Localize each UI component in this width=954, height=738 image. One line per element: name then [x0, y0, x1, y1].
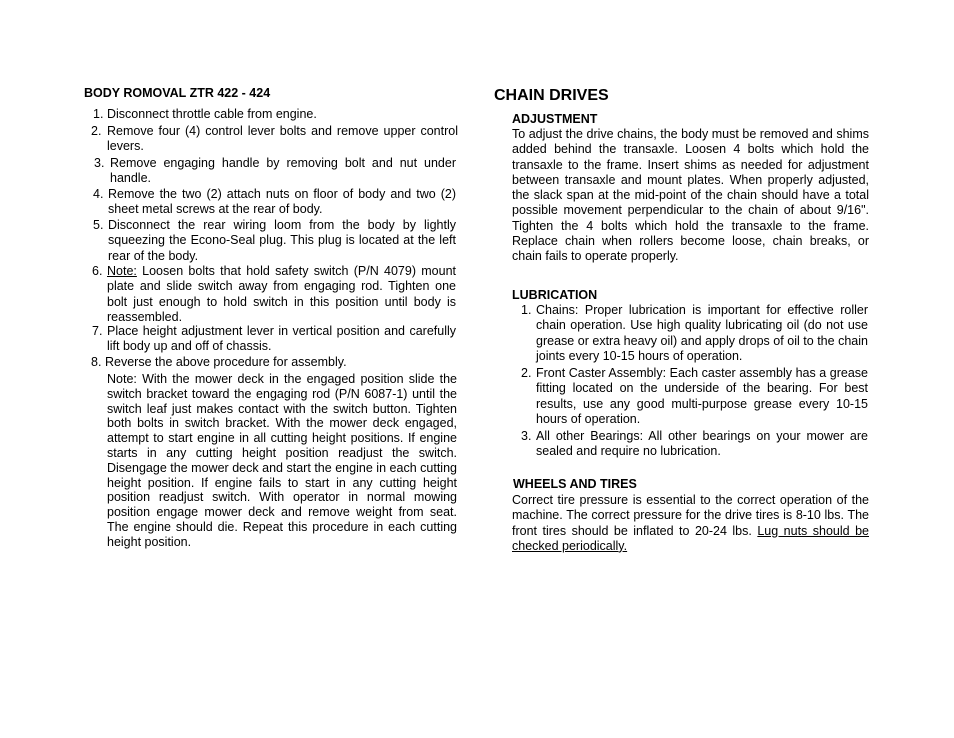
- lug-nuts-note: Lug nuts should be checked periodically.: [512, 523, 869, 553]
- step-1: 1. Disconnect throttle cable from engine.: [93, 107, 317, 121]
- note-label: Note:: [107, 264, 137, 278]
- step-6: 6. Note: Loosen bolts that hold safety switch (P/N 4079) mount plate and slide switch away from engaging rod. Tighten one bolt just enough to hold switch in this position until body is reassembled.: [92, 264, 456, 324]
- switch-note: Note: With the mower deck in the engaged position slide the switch bracket toward the engaging rod (P/N 6087-1) until the switch leaf just makes contact with the switch button. Tighten both bolts in switch bracket. With the mower deck engaged, attempt to start engine in all cutting height positions. If engine starts in any cutting height position readjust the switch. Disengage the mower deck and start the engine in each cutting height position. If engine fails to start in any cutting height position readjust switch. With operator in normal mowing position engage mower deck and remove weight from seat. The engine should die. Repeat this procedure in each cutting height position.: [107, 372, 457, 549]
- lubrication-heading: LUBRICATION: [512, 288, 598, 302]
- lubrication-item-3: 3. All other Bearings: All other bearings on your mower are sealed and require no lubrication.: [521, 429, 868, 459]
- wheels-tires-text: Correct tire pressure is essential to the correct operation of the machine. The correct pressure for the drive tires is 8-10 lbs. The front tires should be inflated to 20-24 lbs. Lug nuts should be checked periodically.: [512, 493, 869, 553]
- body-removal-heading: BODY ROMOVAL ZTR 422 - 424: [84, 86, 271, 100]
- step-7: 7. Place height adjustment lever in vertical position and carefully lift body up and off of chassis.: [92, 324, 456, 354]
- lubrication-item-1: 1. Chains: Proper lubrication is important for effective roller chain operation. Use high quality lubricating oil (do not use grease or extra heavy oil) and apply drops of oil to the chain joints every 10-15 hours of operation.: [521, 303, 868, 363]
- adjustment-text: To adjust the drive chains, the body must be removed and shims added behind the transaxle. Loosen 4 bolts which hold the transaxle to the frame. Insert shims as needed for adjustment between transaxle and mount plates. When properly adjusted, the slack span at the mid-point of the chain should have a total possible movement perpendicular to the chain of about 9/16". Tighten the 4 bolts which hold the transaxle to the frame. Replace chain when rollers become loose, chain breaks, or chain fails to operate properly.: [512, 127, 869, 264]
- step-5: 5. Disconnect the rear wiring loom from the body by lightly squeezing the Econo-Seal plug. This plug is located at the left rear of the body.: [93, 218, 456, 263]
- wheels-tires-heading: WHEELS AND TIRES: [513, 477, 637, 491]
- chain-drives-heading: CHAIN DRIVES: [494, 87, 609, 104]
- step-8: 8. Reverse the above procedure for assembly.: [91, 355, 347, 369]
- step-4: 4. Remove the two (2) attach nuts on floor of body and two (2) sheet metal screws at the rear of body.: [93, 187, 456, 217]
- step-3: 3. Remove engaging handle by removing bolt and nut under handle.: [94, 156, 456, 186]
- adjustment-heading: ADJUSTMENT: [512, 112, 598, 126]
- lubrication-item-2: 2. Front Caster Assembly: Each caster assembly has a grease fitting located on the underside of the bearing. For best results, use any good multi-purpose grease every 10-15 hours of operation.: [521, 366, 868, 426]
- step-2: 2. Remove four (4) control lever bolts and remove upper control levers.: [91, 124, 458, 154]
